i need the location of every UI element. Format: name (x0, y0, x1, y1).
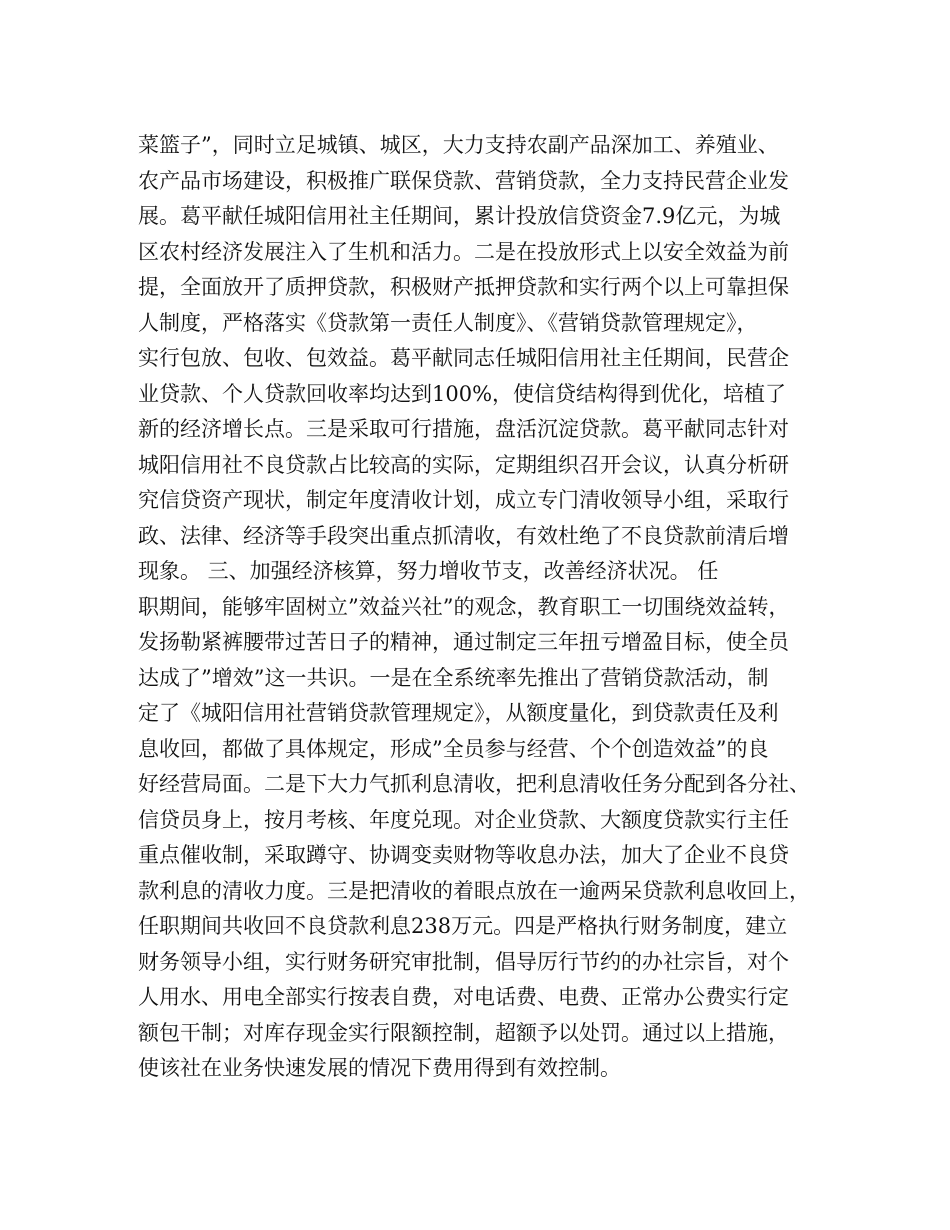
text-line: 任职期间共收回不良贷款利息238万元。四是严格执行财务制度，建立 (138, 914, 788, 938)
text-line: 新的经济增长点。三是采取可行措施，盘活沉淀贷款。葛平献同志针对 (138, 417, 789, 441)
text-line: 政、法律、经济等手段突出重点抓清收，有效杜绝了不良贷款前清后增 (138, 523, 789, 548)
text-line: 人用水、用电全部实行按表自费，对电话费、电费、正常办公费实行定 (138, 985, 789, 1009)
text-line: 款利息的清收力度。三是把清收的着眼点放在一逾两呆贷款利息收回上， (138, 878, 810, 903)
text-line: 提，全面放开了质押贷款，积极财产抵押贷款和实行两个以上可靠担保 (138, 275, 789, 299)
text-line: 发扬勒紧裤腰带过苦日子的精神，通过制定三年扭亏增盈目标，使全员 (138, 630, 789, 654)
text-line: 人制度，严格落实《贷款第一责任人制度》、《营销贷款管理规定》， (138, 310, 758, 335)
text-line: 菜篮子”，同时立足城镇、城区，大力支持农副产品深加工、养殖业、 (138, 133, 779, 157)
text-line: 区农村经济发展注入了生机和活力。二是在投放形式上以安全效益为前 (138, 239, 789, 264)
text-line: 究信贷资产现状，制定年度清收计划，成立专门清收领导小组，采取行 (138, 488, 789, 512)
body-text (138, 128, 818, 1087)
text-line: 信贷员身上，按月考核、年度兑现。对企业贷款、大额度贷款实行主任 (138, 807, 789, 832)
text-line: 职期间，能够牢固树立”效益兴社”的观念，教育职工一切围绕效益转， (138, 594, 790, 619)
text-line: 农产品市场建设，积极推广联保贷款、营销贷款，全力支持民营企业发 (138, 168, 789, 193)
text-line: 财务领导小组，实行财务研究审批制，倡导厉行节约的办社宗旨，对个 (138, 949, 789, 974)
text-line: 重点催收制，采取蹲守、协调变卖财物等收息办法，加大了企业不良贷 (138, 843, 789, 867)
text-line: 现象。 三、加强经济核算，努力增收节支，改善经济状况。 任 (138, 559, 719, 583)
text-line: 城阳信用社不良贷款占比较高的实际，定期组织召开会议，认真分析研 (138, 452, 789, 477)
text-line: 达成了”增效”这一共识。一是在全系统率先推出了营销贷款活动，制 (138, 665, 769, 690)
text-line: 息收回，都做了具体规定，形成”全员参与经营、个个创造效益”的良 (138, 736, 769, 761)
text-line: 业贷款、个人贷款回收率均达到100%，使信贷结构得到优化，培植了 (138, 381, 787, 406)
text-line: 展。葛平献任城阳信用社主任期间，累计投放信贷资金7.9亿元，为城 (138, 204, 781, 228)
text-line: 实行包放、包收、包效益。葛平献同志任城阳信用社主任期间，民营企 (138, 346, 789, 370)
text-line: 使该社在业务快速发展的情况下费用得到有效控制。 (138, 1056, 621, 1080)
text-line: 定了《城阳信用社营销贷款管理规定》，从额度量化，到贷款责任及利 (138, 701, 779, 725)
text-line: 额包干制；对库存现金实行限额控制，超额予以处罚。通过以上措施， (138, 1020, 789, 1045)
text-line: 好经营局面。二是下大力气抓利息清收，把利息清收任务分配到各分社、 (138, 772, 810, 796)
